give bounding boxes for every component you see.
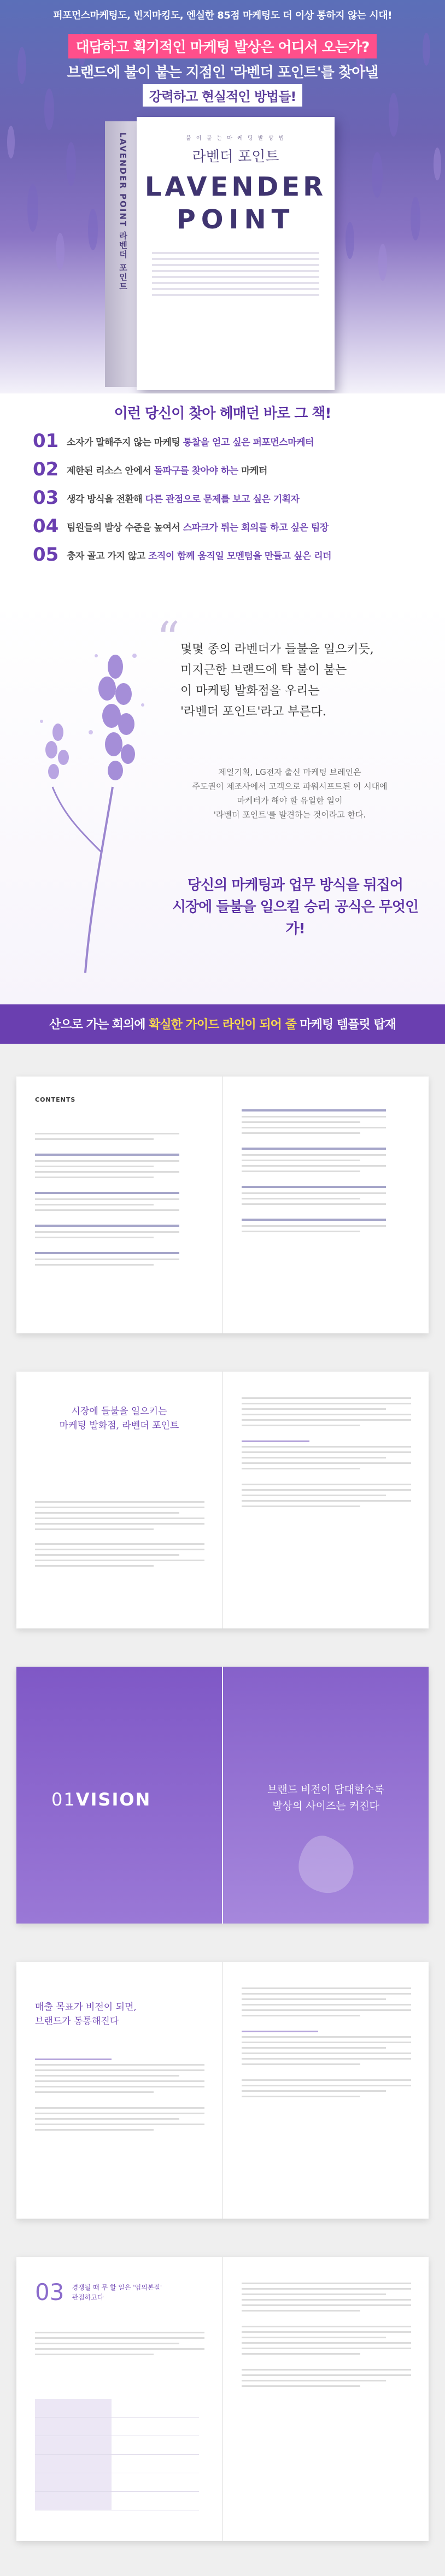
quote-text: 몇몇 종의 라벤더가 들불을 일으키듯, 미지근한 브랜드에 탁 불이 붙는 이 마케팅 발화점을 우리는 '라벤더 포인트'라고 부른다. <box>180 643 374 719</box>
list-item <box>33 485 415 510</box>
list-item <box>33 457 415 482</box>
list-item-number: 05 <box>33 544 59 566</box>
book-korean-title: 라벤더 포인트 <box>192 149 279 165</box>
list-item-number: 04 <box>33 515 59 537</box>
vision-chapter-label: 01VISION <box>51 1789 151 1810</box>
list-item <box>33 428 415 454</box>
list-item-text: 충자 골고 가지 않고 조직이 함께 움직일 모멘텀을 만들고 싶은 리더 <box>67 550 332 562</box>
list-item-number: 01 <box>33 430 59 452</box>
preview-page-right <box>223 1372 429 1628</box>
table-row <box>35 2418 199 2436</box>
table-row <box>35 2399 199 2418</box>
author-description: 제일기획, LG전자 출신 마케팅 브레인은 주도권이 제조사에서 고객으로 파워시프트된 이 시대에 마케터가 해야 할 유일한 일이 '라벤더 포인트'를 발견하는 것이라고 한다. <box>192 767 388 820</box>
preview-page-right <box>223 1962 429 2219</box>
hero-subline: 브랜드에 불이 붙는 지점인 '라벤더 포인트'를 찾아낼 <box>67 64 378 81</box>
chapter-number: 03 <box>35 2279 65 2306</box>
body-text <box>242 2279 411 2391</box>
book-title-line-1: LAVENDER <box>144 172 327 202</box>
list-item-text: 소자가 말해주지 않는 마케팅 통찰을 얻고 싶은 퍼포먼스마케터 <box>67 437 314 448</box>
chapter-heading <box>35 2279 162 2306</box>
body-text <box>35 2055 204 2134</box>
book-spine <box>105 121 137 387</box>
inner-page-previews <box>0 1044 445 2576</box>
table-row <box>35 2455 199 2473</box>
closing-question: 당신의 마케팅과 업무 방식을 뒤집어 시장에 들불을 일으킬 승리 공식은 무엇인가! <box>172 877 419 937</box>
body-text <box>242 1393 411 1511</box>
list-item-number: 02 <box>33 458 59 480</box>
book-cover <box>137 117 335 390</box>
preview-page-right <box>223 2257 429 2541</box>
table-row <box>35 2473 199 2492</box>
hero-subline-2-text: 강력하고 현실적인 방법들! <box>143 84 303 107</box>
list-item <box>33 514 415 539</box>
hero-subline-2 <box>0 84 445 107</box>
list-item-text: 제한된 리소스 안에서 돌파구를 찾아야 하는 마케터 <box>67 465 267 477</box>
quote-mark-icon: “ <box>156 612 180 666</box>
book-small-title: 불 이 붙 는 마 케 팅 발 상 법 <box>185 136 286 142</box>
list-item <box>33 542 415 567</box>
vision-title: 브랜드 비전이 담대할수록 발상의 사이즈는 커진다 <box>267 1784 384 1812</box>
preview-page-left <box>16 1962 222 2219</box>
book-cover-body-text <box>152 248 319 319</box>
lavender-flower-illustration <box>20 623 162 973</box>
body-text <box>35 1497 204 1571</box>
book-image <box>105 117 335 393</box>
hero-question <box>0 34 445 58</box>
hero-tagline: 퍼포먼스마케팅도, 빈지마킹도, 엔실한 85점 마케팅도 더 이상 통하지 않는 시대! <box>53 10 392 21</box>
list-item-number: 03 <box>33 487 59 509</box>
target-reader-list <box>33 428 415 571</box>
vision-page-right <box>223 1667 429 1924</box>
preview-spread-template <box>16 2257 429 2541</box>
table-row <box>35 2492 199 2510</box>
preview-page-left <box>16 2257 222 2541</box>
marketing-template-table <box>35 2399 199 2510</box>
book-spine-text: LAVENDER POINT 라벤더 포인트 <box>118 132 128 291</box>
target-reader-title: 이런 당신이 찾아 헤매던 바로 그 책! <box>114 405 331 422</box>
body-text <box>242 1984 411 2101</box>
preview-page-right <box>223 1077 429 1333</box>
preview-spread-vision <box>16 1667 429 1924</box>
template-banner <box>0 1004 445 1044</box>
contents-heading: CONTENTS <box>35 1096 76 1103</box>
preview-spread-intro <box>16 1372 429 1628</box>
preview-page-left <box>16 1372 222 1628</box>
chapter-title: 경쟁될 때 무 할 일은 '업의본질' 관점하고다 <box>72 2283 162 2301</box>
hero-section <box>0 0 445 393</box>
spread-heading: 시장에 들불을 일으키는 마케팅 발화점, 라벤더 포인트 <box>59 1406 179 1431</box>
list-item-text: 팀원들의 발상 수준을 높여서 스파크가 튀는 회의를 하고 싶은 팀장 <box>67 522 329 533</box>
spread-heading: 매출 목표가 비전이 되면, 브랜드가 동통해진다 <box>35 2002 137 2027</box>
vision-page-left <box>16 1667 222 1924</box>
toc-block <box>242 1109 411 1236</box>
paint-splash-icon <box>288 1831 364 1902</box>
list-item-text: 생각 방식을 전환해 다른 관점으로 문제를 보고 싶은 기획자 <box>67 493 300 505</box>
preview-page-left <box>16 1077 222 1333</box>
hero-question-text: 대담하고 획기적인 마케팅 발상은 어디서 오는가? <box>68 34 377 58</box>
target-reader-section <box>0 393 445 601</box>
preview-spread-chapter <box>16 1962 429 2219</box>
body-text <box>35 2328 204 2359</box>
banner-text: 산으로 가는 회의에 확실한 가이드 라인이 되어 줄 마케팅 템플릿 탑재 <box>49 1018 396 1032</box>
toc-block <box>35 1129 204 1269</box>
preview-spread-contents <box>16 1077 429 1333</box>
quote-section <box>0 601 445 1005</box>
book-title-line-2: POINT <box>176 204 295 235</box>
table-row <box>35 2436 199 2455</box>
